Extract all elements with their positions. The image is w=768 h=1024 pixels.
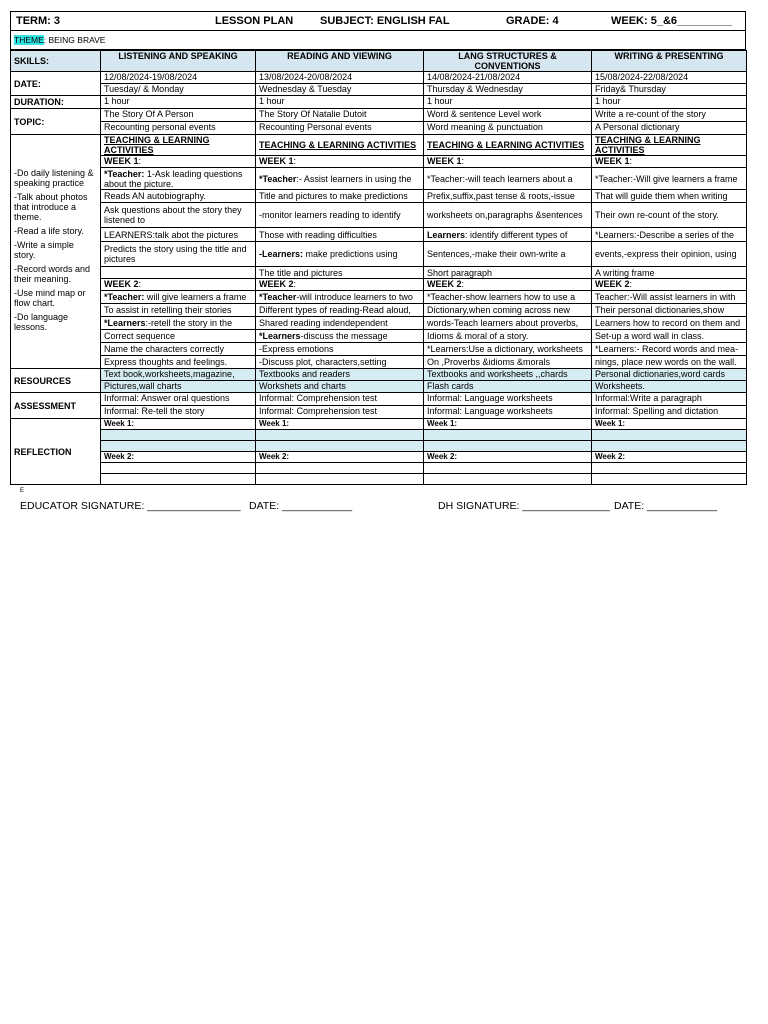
header-row [10,11,746,31]
week1-activity-cell [424,168,592,190]
week2-activity-row [11,330,747,343]
skills-column-header: READING AND VIEWING [256,51,424,72]
reflection-week2-row [11,452,747,463]
activity-text: : identify different types of [465,229,568,240]
week1-activity-cell [101,190,256,203]
date-label: DATE: [11,72,101,96]
week2-label-colon: : [461,279,465,289]
topic-line1: The Story Of Natalie Dutoit [256,109,424,122]
week2-activity-cell [592,356,747,369]
reflection-week1: Week 1: [101,419,256,430]
skills-column-header: LISTENING AND SPEAKING [101,51,256,72]
activity-text: Name the characters correctly [104,344,225,354]
week2-activity-cell [592,304,747,317]
week2-label-colon: : [629,279,633,289]
activity-note: -Use mind map or flow chart. [14,287,86,308]
reflection-blank-row [11,474,747,485]
reflection-blank-row [11,463,747,474]
reflection-blank-cell [424,441,592,452]
activities-heading: TEACHING & LEARNING ACTIVITIES [256,135,424,156]
activity-note: -Read a life story. [14,225,84,236]
week1-activity-row [11,168,747,190]
topic-line1: Write a re-count of the story [592,109,747,122]
theme-row [10,31,746,50]
activity-note: -Do language lessons. [14,311,69,332]
activity-note: -Talk about photos that introduce a theme. [14,191,88,222]
skills-column-header: WRITING & PRESENTING [592,51,747,72]
activity-text: Correct sequence [104,331,176,341]
grade-label: GRADE: 4 [506,15,559,27]
week1-label-colon: : [461,156,465,166]
assessment-line1: Informal: Language worksheets [424,393,592,406]
activity-text: To assist in retelling their stories [104,305,232,315]
week2-label-colon: : [138,279,142,289]
activity-text: A writing frame [595,267,655,278]
activity-role: -Learners: [259,249,304,259]
activity-text: That will guide them when writing [595,191,728,201]
resources-line2: Flash cards [424,381,592,393]
subject-label: SUBJECT: ENGLISH FAL [320,15,450,27]
topic-line1: Word & sentence Level work [424,109,592,122]
week1-label-colon: : [138,156,142,166]
assessment-line2: Informal: Language worksheets [424,406,592,419]
week2-activity-cell [101,356,256,369]
week2-activity-row [11,356,747,369]
topic-row-2 [11,122,747,135]
week2-activity-cell [101,343,256,356]
activity-text: *Learners:- Record words and mea- [595,344,739,354]
date-range: 14/08/2024-21/08/2024 [424,72,592,84]
activity-text: Shared reading indendependent [259,318,388,328]
resources-label: RESOURCES [11,369,101,393]
resources-line2: Pictures,wall charts [101,381,256,393]
week1-activity-cell [101,242,256,267]
week1-activity-cell [101,168,256,190]
week1-activity-cell [256,190,424,203]
week2-header-row [11,279,747,291]
term-label: TERM: 3 [16,15,60,27]
activity-text: Prefix,suffix,past tense & roots,-issue [427,191,575,201]
week1-label [592,156,747,168]
assessment-line1: Informal:Write a paragraph [592,393,747,406]
week2-activity-cell [424,291,592,304]
skills-label: SKILLS: [11,51,101,72]
activity-note: -Write a simple story. [14,239,74,260]
week1-activity-cell [592,228,747,242]
reflection-week2: Week 2: [256,452,424,463]
topic-line2: Recounting personal events [101,122,256,135]
reflection-week2: Week 2: [424,452,592,463]
reflection-blank-cell [101,463,256,474]
activity-text: -Discuss plot, characters,setting [259,357,387,367]
week1-activity-cell [256,267,424,279]
activity-notes [11,135,101,369]
activity-text: -Express emotions [259,344,334,354]
assessment-line2: Informal: Spelling and dictation [592,406,747,419]
duration-value: 1 hour [592,96,747,109]
duration-row [11,96,747,109]
week1-activity-row [11,242,747,267]
theme-value: : BEING BRAVE [43,35,106,45]
week2-label-text: WEEK 2 [595,279,630,289]
week1-activity-cell [101,228,256,242]
activity-text: -will introduce learners to two [296,292,413,302]
topic-line1: The Story Of A Person [101,109,256,122]
activity-text: Express thoughts and feelings. [104,357,228,367]
reflection-week1: Week 1: [592,419,747,430]
week2-activity-cell [256,304,424,317]
week1-label-colon: : [629,156,633,166]
activity-role: Learners [427,229,466,240]
week2-activity-cell [256,343,424,356]
week1-activity-cell [256,168,424,190]
week1-activity-row [11,190,747,203]
assessment-line2: Informal: Re-tell the story [101,406,256,419]
activity-text: Ask questions about the story they listened to [104,205,242,225]
week2-label-text: WEEK 2 [259,279,294,289]
week2-label-colon: : [293,279,297,289]
date-days: Wednesday & Tuesday [256,84,424,96]
skills-row [11,51,747,72]
activity-text: Different types of reading-Read aloud, [259,305,411,315]
activity-text: -discuss the message [300,331,388,341]
assessment-line1: Informal: Comprehension test [256,393,424,406]
activity-text: :- Assist learners in using the [296,173,412,184]
week2-activity-cell [424,304,592,317]
skills-column-header: LANG STRUCTURES & CONVENTIONS [424,51,592,72]
activity-text: *Teacher-show learners how to use a [427,292,576,302]
week2-label-text: WEEK 2 [104,279,139,289]
week2-activity-cell [424,330,592,343]
duration-value: 1 hour [424,96,592,109]
topic-row [11,109,747,122]
week2-label [592,279,747,291]
activity-text: events,-express their opinion, using [595,249,737,259]
week2-activity-cell [101,304,256,317]
week1-activity-cell [424,190,592,203]
activity-text: Dictionary,when coming across new [427,305,570,315]
reflection-blank-cell [256,430,424,441]
date-range: 15/08/2024-22/08/2024 [592,72,747,84]
activity-text: Idioms & moral of a story. [427,331,529,341]
week1-activity-cell [592,168,747,190]
date-days-row [11,84,747,96]
week1-activity-cell [256,242,424,267]
activity-text: The title and pictures [259,267,343,278]
resources-line2: Worksheets. [592,381,747,393]
week2-activity-cell [256,356,424,369]
activity-text: *Learners:-Describe a series of the [595,229,735,240]
week1-label-colon: : [293,156,297,166]
resources-line1: Textbooks and worksheets ,,chards [424,369,592,381]
week2-label [256,279,424,291]
week2-activity-cell [256,291,424,304]
topic-label: TOPIC: [11,109,101,135]
week1-activity-cell [424,203,592,228]
educator-signature: EDUCATOR SIGNATURE: ________________ [20,500,241,512]
week1-activity-cell [256,203,424,228]
activity-role: *Teacher: [104,292,145,302]
activity-text: Teacher:-Will assist learners in with [595,292,736,302]
activity-text: make predictions using [303,249,398,259]
reflection-blank-cell [256,474,424,485]
week1-activity-cell [424,267,592,279]
date-days: Thursday & Wednesday [424,84,592,96]
date-days: Friday& Thursday [592,84,747,96]
week2-activity-cell [592,291,747,304]
activity-note: -Do daily listening & speaking practice [14,167,94,188]
activity-text: *Teacher:-Will give learners a frame [595,173,738,184]
reflection-label: REFLECTION [11,419,101,485]
activities-heading-row [11,135,747,156]
activity-text: words-Teach learners about proverbs, [427,318,579,328]
activities-heading: TEACHING & LEARNING ACTIVITIES [424,135,592,156]
reflection-blank-cell [592,463,747,474]
week1-header-row [11,156,747,168]
assessment-line1: Informal: Answer oral questions [101,393,256,406]
week1-activity-cell [256,228,424,242]
topic-line2: Recounting Personal events [256,122,424,135]
week1-activity-row [11,203,747,228]
reflection-blank-cell [424,474,592,485]
educator-date: DATE: ____________ [249,500,353,512]
assessment-line2: Informal: Comprehension test [256,406,424,419]
reflection-blank-cell [256,441,424,452]
activity-text: :-retell the story in the [145,318,233,328]
week1-activity-cell [424,228,592,242]
duration-label: DURATION: [11,96,101,109]
activity-text: On ,Proverbs &idioms &morals [427,357,551,367]
reflection-blank-cell [101,430,256,441]
activity-text: LEARNERS:talk abot the pictures [104,229,239,240]
activities-heading: TEACHING & LEARNING ACTIVITIES [592,135,747,156]
week2-activity-cell [101,317,256,330]
activity-text: Reads AN autobiography. [104,191,206,201]
week2-label [101,279,256,291]
week1-activity-cell [101,203,256,228]
activity-text: Sentences,-make their own-write a [427,249,566,259]
lesson-plan-sheet [10,11,746,485]
week2-activity-row [11,304,747,317]
week2-activity-cell [424,317,592,330]
activity-text: Learners how to record on them and [595,318,741,328]
week1-activity-cell [592,267,747,279]
week1-label-text: WEEK 1 [595,156,630,166]
dh-signature: DH SIGNATURE: _______________ [438,500,610,512]
reflection-blank-row [11,441,747,452]
activity-text: Set-up a word wall in class. [595,331,705,341]
reflection-week1: Week 1: [256,419,424,430]
reflection-blank-cell [592,430,747,441]
reflection-blank-cell [592,441,747,452]
reflection-blank-cell [592,474,747,485]
week1-activity-cell [592,203,747,228]
activity-text: Those with reading difficulties [259,229,377,240]
activity-text: worksheets on,paragraphs &sentences [427,210,583,220]
reflection-week2: Week 2: [101,452,256,463]
reflection-blank-cell [424,430,592,441]
date-days: Tuesday/ & Monday [101,84,256,96]
activity-text: Predicts the story using the title and pictures [104,244,247,264]
duration-value: 1 hour [256,96,424,109]
week2-activity-row [11,343,747,356]
date-range: 13/08/2024-20/08/2024 [256,72,424,84]
resources-line1: Text book,worksheets,magazine, [101,369,256,381]
activity-text: -monitor learners reading to identify [259,210,401,220]
week2-activity-cell [256,330,424,343]
dh-date: DATE: ____________ [614,500,718,512]
week1-activity-cell [424,242,592,267]
date-range: 12/08/2024-19/08/2024 [101,72,256,84]
week1-label [424,156,592,168]
week1-label [256,156,424,168]
week-label: WEEK: 5_&6_________ [611,15,733,27]
footer-mark: E [20,488,25,494]
activity-role: *Teacher [259,292,297,302]
week1-label [101,156,256,168]
activity-text: nings, place new words on the wall. [595,357,737,367]
week2-label [424,279,592,291]
assessment-row [11,393,747,406]
topic-line2: Word meaning & punctuation [424,122,592,135]
resources-line1: Personal dictionaries,word cards [592,369,747,381]
resources-row [11,369,747,381]
reflection-blank-row [11,430,747,441]
reflection-blank-cell [101,441,256,452]
activity-text: Their own re-count of the story. [595,210,719,220]
week1-activity-row [11,228,747,242]
week2-activity-cell [256,317,424,330]
activities-heading: TEACHING & LEARNING ACTIVITIES [101,135,256,156]
reflection-week2: Week 2: [592,452,747,463]
activity-role: *Teacher [259,173,297,184]
week1-activity-cell [101,267,256,279]
activity-text: 1-Ask leading questions about the picture. [104,168,243,189]
week1-activity-cell [592,242,747,267]
resources-line2: Workshets and charts [256,381,424,393]
activity-role: *Learners [259,331,301,341]
date-row [11,72,747,84]
week1-label-text: WEEK 1 [427,156,462,166]
week2-activity-cell [101,291,256,304]
activity-role: *Learners [104,318,146,328]
week2-activity-cell [424,343,592,356]
week2-activity-cell [424,356,592,369]
theme-label: THEME [14,35,44,45]
week2-label-text: WEEK 2 [427,279,462,289]
resources-row-2 [11,381,747,393]
resources-line1: Textbooks and readers [256,369,424,381]
activity-text: *Learners:Use a dictionary, worksheets [427,344,583,354]
duration-value: 1 hour [101,96,256,109]
week2-activity-row [11,317,747,330]
topic-line2: A Personal dictionary [592,122,747,135]
activity-text: Short paragraph [427,267,493,278]
activity-note: -Record words and their meaning. [14,263,91,284]
week2-activity-cell [101,330,256,343]
reflection-week1-row [11,419,747,430]
week1-label-text: WEEK 1 [104,156,139,166]
reflection-blank-cell [256,463,424,474]
week2-activity-row [11,291,747,304]
lesson-plan-title: LESSON PLAN [215,15,294,27]
week2-activity-cell [592,330,747,343]
lesson-plan-table [10,50,747,485]
week1-label-text: WEEK 1 [259,156,294,166]
week1-activity-row [11,267,747,279]
activity-text: Their personal dictionaries,show [595,305,725,315]
assessment-label: ASSESSMENT [11,393,101,419]
activity-text: will give learners a frame [144,292,247,302]
week1-activity-cell [592,190,747,203]
week2-activity-cell [592,317,747,330]
reflection-blank-cell [101,474,256,485]
week2-activity-cell [592,343,747,356]
reflection-blank-cell [424,463,592,474]
reflection-week1: Week 1: [424,419,592,430]
assessment-row-2 [11,406,747,419]
activity-role: *Teacher: [104,168,145,179]
activity-text: Title and pictures to make predictions [259,191,408,201]
activity-text: *Teacher:-will teach learners about a [427,173,573,184]
